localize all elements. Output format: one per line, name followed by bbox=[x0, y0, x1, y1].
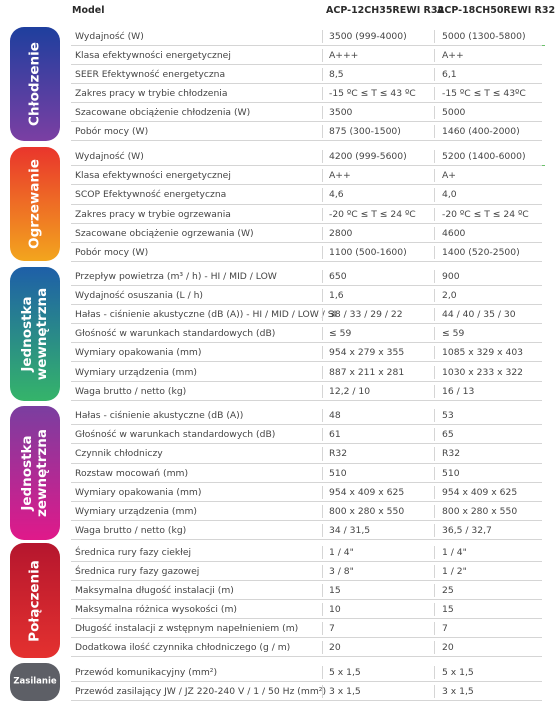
column-divider bbox=[322, 270, 323, 283]
model-2-value: 53 bbox=[442, 410, 454, 422]
table-row bbox=[68, 205, 542, 224]
table-row bbox=[68, 562, 542, 581]
row-divider bbox=[71, 140, 542, 141]
model-2-value: 3 x 1,5 bbox=[442, 686, 474, 697]
model-2-value: 510 bbox=[442, 467, 460, 479]
model-2-value: 65 bbox=[442, 429, 454, 441]
model-1-value: 3 / 8" bbox=[329, 566, 354, 577]
model-1-value: 15 bbox=[329, 585, 341, 596]
model-2-value: 20 bbox=[442, 642, 454, 653]
column-divider bbox=[322, 565, 323, 578]
table-row bbox=[68, 682, 542, 701]
column-divider bbox=[434, 106, 435, 119]
model-2-value: 1460 (400-2000) bbox=[442, 126, 520, 137]
model-1-value: 1100 (500-1600) bbox=[329, 247, 407, 259]
model-2-value: 4,0 bbox=[442, 189, 457, 201]
column-divider bbox=[434, 685, 435, 698]
model-1-value: -20 ºC ≤ T ≤ 24 ºC bbox=[329, 208, 416, 220]
spec-label: Dodatkowa ilość czynnika chłodniczego (g / m) bbox=[75, 642, 291, 653]
column-divider bbox=[322, 524, 323, 537]
spec-label: Waga brutto / netto (kg) bbox=[75, 525, 187, 537]
spec-label: Przewód zasilający JW / JZ 220-240 V / 1 / 50 Hz (mm²) bbox=[75, 686, 327, 697]
table-row bbox=[68, 425, 542, 444]
model-1-value: 3500 bbox=[329, 107, 353, 118]
section-label: Ogrzewanie bbox=[26, 159, 43, 249]
table-row bbox=[68, 65, 542, 84]
column-divider bbox=[322, 641, 323, 654]
model-2-value: -15 ºC ≤ T ≤ 43ºC bbox=[442, 88, 526, 99]
column-divider bbox=[322, 327, 323, 340]
column-divider bbox=[434, 327, 435, 340]
model-2-value: A+ bbox=[442, 170, 456, 182]
model-1-value: 3 x 1,5 bbox=[329, 686, 361, 697]
spec-label: Pobór mocy (W) bbox=[75, 247, 149, 259]
column-divider bbox=[434, 188, 435, 201]
table-row bbox=[68, 581, 542, 600]
table-row bbox=[68, 464, 542, 483]
section-tab-zasilanie bbox=[10, 663, 60, 701]
table-row bbox=[68, 502, 542, 521]
spec-label: Waga brutto / netto (kg) bbox=[75, 385, 187, 397]
table-row bbox=[68, 224, 542, 243]
section-tab-ogrzewanie bbox=[10, 147, 60, 261]
column-divider bbox=[434, 447, 435, 460]
column-divider bbox=[434, 208, 435, 221]
spec-label: Wydajność osuszania (L / h) bbox=[75, 290, 204, 302]
spec-label: SCOP Efektywność energetyczna bbox=[75, 189, 227, 201]
section-label: Chłodzenie bbox=[26, 42, 43, 126]
spec-label: Długość instalacji z wstępnym napełnieniem (m) bbox=[75, 623, 299, 634]
model-1-value: 510 bbox=[329, 467, 347, 479]
column-divider bbox=[322, 385, 323, 398]
column-divider bbox=[322, 188, 323, 201]
model-1-value: A+++ bbox=[329, 50, 359, 61]
column-divider bbox=[434, 467, 435, 480]
spec-label: Zakres pracy w trybie chłodzenia bbox=[75, 88, 228, 99]
model-1-value: 34 / 31,5 bbox=[329, 525, 371, 537]
column-divider bbox=[434, 227, 435, 240]
column-divider bbox=[322, 366, 323, 379]
spec-label: Zakres pracy w trybie ogrzewania bbox=[75, 208, 231, 220]
column-divider bbox=[434, 87, 435, 100]
model-2-value: 954 x 409 x 625 bbox=[442, 486, 518, 498]
column-divider bbox=[434, 565, 435, 578]
model-2-value: 6,1 bbox=[442, 69, 457, 80]
model-2-value: ≤ 59 bbox=[442, 328, 465, 340]
model-2-value: -20 ºC ≤ T ≤ 24 ºC bbox=[442, 208, 529, 220]
spec-label: Czynnik chłodniczy bbox=[75, 448, 163, 460]
column-divider bbox=[434, 366, 435, 379]
spec-label: Pobór mocy (W) bbox=[75, 126, 149, 137]
row-divider bbox=[71, 656, 542, 657]
column-divider bbox=[322, 246, 323, 259]
table-row bbox=[68, 267, 542, 286]
spec-label: Przepływ powietrza (m³ / h) - HI / MID / LOW bbox=[75, 271, 277, 283]
table-row bbox=[68, 286, 542, 305]
table-row bbox=[68, 243, 542, 262]
model-2-value: 5 x 1,5 bbox=[442, 667, 474, 678]
model-1-value: 875 (300-1500) bbox=[329, 126, 401, 137]
section-label: Połączenia bbox=[26, 559, 43, 642]
column-divider bbox=[322, 49, 323, 62]
row-divider bbox=[71, 539, 542, 540]
model-2-value: 25 bbox=[442, 585, 454, 596]
spec-label: Głośność w warunkach standardowych (dB) bbox=[75, 328, 276, 340]
model-2-value: 1085 x 329 x 403 bbox=[442, 347, 524, 359]
spec-label: Szacowane obciążenie ogrzewania (W) bbox=[75, 227, 254, 239]
table-row bbox=[68, 147, 542, 166]
model-1-value: R32 bbox=[329, 448, 348, 460]
spec-label: Szacowane obciążenie chłodzenia (W) bbox=[75, 107, 251, 118]
column-divider bbox=[434, 546, 435, 559]
column-divider bbox=[434, 289, 435, 302]
model-1-value: 2800 bbox=[329, 227, 353, 239]
table-row bbox=[68, 363, 542, 382]
column-divider bbox=[434, 666, 435, 679]
column-divider bbox=[322, 227, 323, 240]
table-row bbox=[68, 27, 542, 46]
column-divider bbox=[434, 125, 435, 138]
model-2-value: A++ bbox=[442, 50, 464, 61]
model-1-value: 7 bbox=[329, 623, 335, 634]
table-row bbox=[68, 600, 542, 619]
column-divider bbox=[322, 666, 323, 679]
model-1-value: 800 x 280 x 550 bbox=[329, 506, 405, 518]
column-divider bbox=[322, 685, 323, 698]
column-divider bbox=[322, 308, 323, 321]
column-divider bbox=[434, 270, 435, 283]
column-divider bbox=[322, 447, 323, 460]
model-2-value: 2,0 bbox=[442, 290, 457, 302]
spec-label: Wymiary urządzenia (mm) bbox=[75, 366, 197, 378]
model-2-value: 5200 (1400-6000) bbox=[439, 147, 545, 166]
section-tab-polaczenia bbox=[10, 543, 60, 658]
spec-label: Hałas - ciśnienie akustyczne (dB (A)) bbox=[75, 410, 244, 422]
model-1-value: -15 ºC ≤ T ≤ 43 ºC bbox=[329, 88, 416, 99]
table-row bbox=[68, 122, 542, 141]
column-divider bbox=[322, 208, 323, 221]
model-1-value: A++ bbox=[329, 170, 351, 182]
section-label: Jednostka zewnętrzna bbox=[19, 429, 50, 517]
column-divider bbox=[434, 308, 435, 321]
model-1-value: 5 x 1,5 bbox=[329, 667, 361, 678]
spec-label: SEER Efektywność energetyczna bbox=[75, 69, 226, 80]
model-1-value: 954 x 279 x 355 bbox=[329, 347, 405, 359]
model-2-header: ACP-18CH50REWI R32 bbox=[437, 5, 555, 16]
column-divider bbox=[322, 87, 323, 100]
spec-label: Wymiary opakowania (mm) bbox=[75, 347, 202, 359]
column-divider bbox=[434, 68, 435, 81]
column-divider bbox=[434, 346, 435, 359]
model-2-value: 36,5 / 32,7 bbox=[442, 525, 492, 537]
model-1-value: 954 x 409 x 625 bbox=[329, 486, 405, 498]
spec-label: Klasa efektywności energetycznej bbox=[75, 50, 231, 61]
section-tab-chlodzenie bbox=[10, 27, 60, 141]
table-row bbox=[68, 444, 542, 463]
column-divider bbox=[322, 106, 323, 119]
column-divider bbox=[322, 409, 323, 422]
spec-label: Średnica rury fazy gazowej bbox=[75, 566, 200, 577]
column-divider bbox=[322, 622, 323, 635]
table-row bbox=[68, 84, 542, 103]
table-row bbox=[68, 521, 542, 540]
section-tab-jednostka-wewnetrzna bbox=[10, 267, 60, 401]
model-header: Model bbox=[72, 5, 105, 16]
column-divider bbox=[434, 603, 435, 616]
table-row bbox=[68, 406, 542, 425]
table-row bbox=[68, 483, 542, 502]
section-label: Jednostka wewnętrzna bbox=[19, 287, 50, 381]
model-2-value: 1400 (520-2500) bbox=[442, 247, 520, 259]
spec-label: Klasa efektywności energetycznej bbox=[75, 170, 231, 182]
spec-label: Wydajność (W) bbox=[75, 151, 144, 163]
spec-label: Wydajność (W) bbox=[75, 31, 144, 42]
table-row bbox=[68, 103, 542, 122]
column-divider bbox=[434, 428, 435, 441]
column-divider bbox=[434, 622, 435, 635]
model-2-value: 16 / 13 bbox=[442, 385, 475, 397]
column-divider bbox=[434, 409, 435, 422]
model-2-value: 4600 bbox=[442, 227, 466, 239]
row-divider bbox=[71, 400, 542, 401]
model-2-value: 1030 x 233 x 322 bbox=[442, 366, 524, 378]
model-1-value: 8,5 bbox=[329, 69, 344, 80]
model-2-value: R32 bbox=[442, 448, 461, 460]
spec-label: Średnica rury fazy ciekłej bbox=[75, 547, 192, 558]
table-row bbox=[68, 46, 542, 65]
spec-label: Hałas - ciśnienie akustyczne (dB (A)) - HI / MID / LOW / SI bbox=[75, 309, 337, 321]
column-divider bbox=[322, 546, 323, 559]
column-divider bbox=[322, 30, 323, 43]
model-1-value: 12,2 / 10 bbox=[329, 385, 371, 397]
column-divider bbox=[322, 603, 323, 616]
model-1-value: 650 bbox=[329, 271, 347, 283]
model-1-value: 38 / 33 / 29 / 22 bbox=[329, 309, 403, 321]
column-divider bbox=[434, 524, 435, 537]
column-divider bbox=[322, 467, 323, 480]
table-row bbox=[68, 663, 542, 682]
model-2-value: 5000 bbox=[442, 107, 466, 118]
column-divider bbox=[434, 641, 435, 654]
spec-label: Przewód komunikacyjny (mm²) bbox=[75, 667, 218, 678]
model-2-value: 900 bbox=[442, 271, 460, 283]
model-2-value: 1 / 2" bbox=[442, 566, 467, 577]
model-2-value: 44 / 40 / 35 / 30 bbox=[442, 309, 516, 321]
row-divider bbox=[71, 700, 542, 701]
table-row bbox=[68, 382, 542, 401]
table-row bbox=[68, 619, 542, 638]
model-1-value: 48 bbox=[329, 410, 341, 422]
column-divider bbox=[322, 125, 323, 138]
column-divider bbox=[322, 505, 323, 518]
spec-label: Maksymalna różnica wysokości (m) bbox=[75, 604, 238, 615]
column-divider bbox=[434, 584, 435, 597]
model-1-value: 20 bbox=[329, 642, 341, 653]
column-divider bbox=[322, 68, 323, 81]
spec-label: Maksymalna długość instalacji (m) bbox=[75, 585, 234, 596]
table-row bbox=[68, 305, 542, 324]
model-1-value: 61 bbox=[329, 429, 341, 441]
column-divider bbox=[434, 246, 435, 259]
section-tab-jednostka-zewnetrzna bbox=[10, 406, 60, 540]
table-row bbox=[68, 166, 542, 185]
model-1-value: 4,6 bbox=[329, 189, 344, 201]
model-2-value: 1 / 4" bbox=[442, 547, 467, 558]
spec-label: Wymiary urządzenia (mm) bbox=[75, 506, 197, 518]
column-divider bbox=[322, 150, 323, 163]
row-divider bbox=[71, 261, 542, 262]
model-1-value: ≤ 59 bbox=[329, 328, 352, 340]
column-divider bbox=[434, 505, 435, 518]
column-divider bbox=[322, 486, 323, 499]
model-2-value: 15 bbox=[442, 604, 454, 615]
model-1-value: 1,6 bbox=[329, 290, 344, 302]
model-2-value: 5000 (1300-5800) bbox=[439, 27, 545, 46]
column-divider bbox=[434, 150, 435, 163]
column-divider bbox=[322, 289, 323, 302]
table-row bbox=[68, 638, 542, 657]
column-divider bbox=[434, 486, 435, 499]
model-2-value: 7 bbox=[442, 623, 448, 634]
model-1-value: 1 / 4" bbox=[329, 547, 354, 558]
column-divider bbox=[322, 428, 323, 441]
table-row bbox=[68, 343, 542, 362]
spec-label: Głośność w warunkach standardowych (dB) bbox=[75, 429, 276, 441]
column-divider bbox=[434, 30, 435, 43]
spec-label: Wymiary opakowania (mm) bbox=[75, 486, 202, 498]
model-1-header: ACP-12CH35REWI R32 bbox=[326, 5, 445, 16]
model-1-value: 3500 (999-4000) bbox=[326, 27, 433, 46]
model-1-value: 4200 (999-5600) bbox=[326, 147, 433, 166]
model-2-value: 800 x 280 x 550 bbox=[442, 506, 518, 518]
section-label: Zasilanie bbox=[13, 676, 57, 687]
column-divider bbox=[322, 169, 323, 182]
model-1-value: 10 bbox=[329, 604, 341, 615]
table-row bbox=[68, 324, 542, 343]
spec-label: Rozstaw mocowań (mm) bbox=[75, 467, 189, 479]
model-1-value: 887 x 211 x 281 bbox=[329, 366, 405, 378]
column-divider bbox=[322, 584, 323, 597]
column-divider bbox=[434, 49, 435, 62]
table-row bbox=[68, 543, 542, 562]
column-divider bbox=[434, 385, 435, 398]
table-row bbox=[68, 185, 542, 204]
column-divider bbox=[434, 169, 435, 182]
column-divider bbox=[322, 346, 323, 359]
